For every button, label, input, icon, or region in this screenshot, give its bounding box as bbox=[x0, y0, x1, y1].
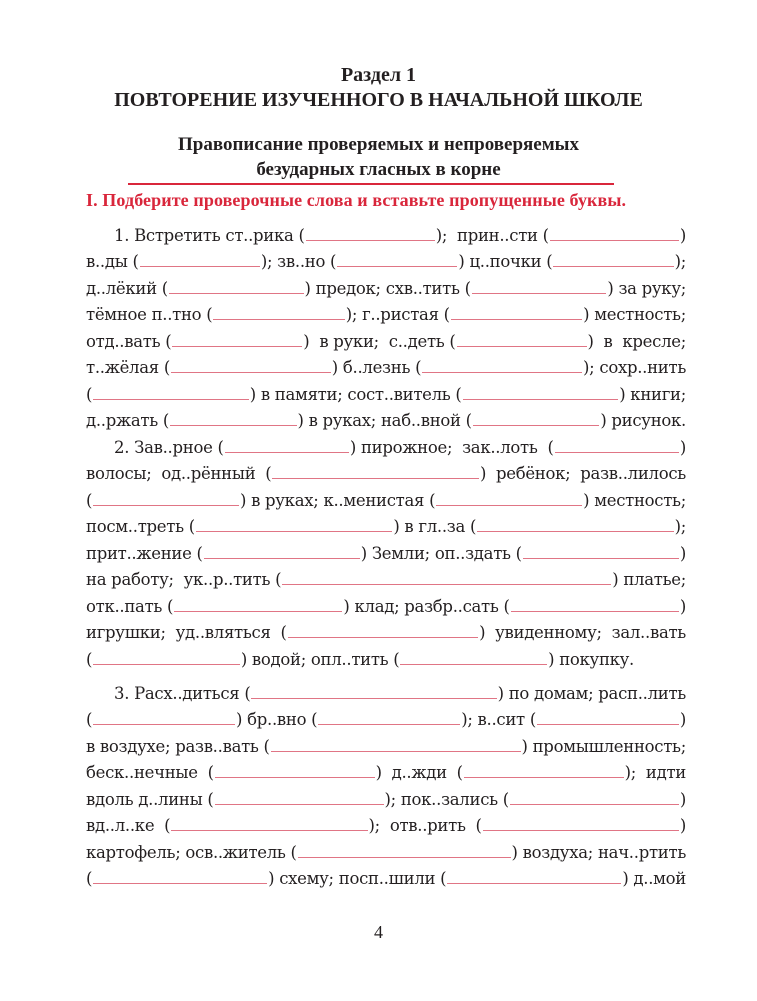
exercise-text: ) д..жди ( bbox=[375, 763, 463, 782]
topic-title-line-2: безударных гласных в корне bbox=[256, 159, 501, 180]
answer-blank[interactable] bbox=[93, 724, 235, 725]
answer-blank[interactable] bbox=[271, 751, 521, 752]
exercise-text: игрушки; уд..вляться ( bbox=[86, 623, 287, 642]
exercise-text: ) д..мой bbox=[622, 869, 687, 888]
exercise-text: ) в руках; наб..вной ( bbox=[297, 411, 472, 430]
exercise-text: вд..л..ке ( bbox=[86, 816, 171, 835]
exercise-text: 2. Зав..рное ( bbox=[114, 437, 224, 457]
exercise-text: ); отв..рить ( bbox=[368, 816, 482, 835]
answer-blank[interactable] bbox=[555, 452, 679, 453]
exercise-text: в воздухе; разв..вать ( bbox=[86, 736, 270, 756]
answer-blank[interactable] bbox=[204, 558, 360, 559]
answer-blank[interactable] bbox=[510, 804, 679, 805]
exercise-text: ) водой; опл..тить ( bbox=[240, 649, 400, 669]
answer-blank[interactable] bbox=[537, 724, 679, 725]
exercise-text: ) в руки; с..деть ( bbox=[303, 331, 456, 351]
section-title: ПОВТОРЕНИЕ ИЗУЧЕННОГО В НАЧАЛЬНОЙ ШКОЛЕ bbox=[114, 89, 643, 111]
exercise-text: ) пирожное; зак..лоть ( bbox=[349, 437, 554, 457]
exercise-part-1 bbox=[86, 218, 686, 430]
answer-blank[interactable] bbox=[337, 266, 457, 267]
exercise-line bbox=[86, 218, 686, 245]
answer-blank[interactable] bbox=[464, 777, 624, 778]
task-instruction: I. Подберите проверочные слова и вставьте пропущенные буквы. bbox=[86, 190, 627, 210]
exercise-text: ) bbox=[679, 596, 687, 616]
exercise-text: ) bbox=[679, 543, 686, 563]
exercise-text: ); идти bbox=[624, 763, 687, 782]
exercise-text: волосы; од..рённый ( bbox=[86, 464, 272, 483]
answer-blank[interactable] bbox=[93, 883, 267, 884]
answer-blank[interactable] bbox=[472, 293, 607, 294]
exercise-text: ) книги; bbox=[619, 384, 687, 404]
exercise-text: ); г..ристая ( bbox=[345, 305, 450, 324]
answer-blank[interactable] bbox=[196, 531, 392, 532]
answer-blank[interactable] bbox=[318, 724, 460, 725]
exercise-text: ) bbox=[679, 816, 687, 835]
answer-blank[interactable] bbox=[93, 505, 239, 506]
exercise-line bbox=[86, 298, 686, 325]
exercise-text: картофель; осв..житель ( bbox=[86, 842, 297, 862]
exercise-text: ( bbox=[86, 490, 93, 510]
exercise-text: ) бр..вно ( bbox=[236, 710, 318, 729]
exercise-text: ) Земли; оп..здать ( bbox=[360, 543, 522, 563]
exercise-text: ) схему; посп..шили ( bbox=[268, 869, 447, 888]
exercise-line bbox=[86, 756, 686, 783]
answer-blank[interactable] bbox=[170, 425, 296, 426]
exercise-text: ) bbox=[679, 225, 687, 245]
exercise-text: ); зв..но ( bbox=[260, 252, 337, 271]
answer-blank[interactable] bbox=[511, 611, 679, 612]
exercise-text: ) увиденному; зал..вать bbox=[479, 623, 686, 642]
answer-blank[interactable] bbox=[93, 664, 240, 665]
exercise-text: ) по домам; расп..лить bbox=[497, 683, 686, 703]
exercise-text: посм..треть ( bbox=[86, 517, 195, 536]
exercise-line bbox=[86, 245, 686, 272]
exercise-part-2 bbox=[86, 430, 686, 669]
exercise-line bbox=[86, 862, 686, 889]
answer-blank[interactable] bbox=[288, 637, 478, 638]
exercise-text: ) в памяти; сост..витель ( bbox=[249, 384, 462, 404]
exercise-text: ) местность; bbox=[583, 305, 687, 324]
answer-blank[interactable] bbox=[251, 698, 496, 699]
answer-blank[interactable] bbox=[140, 266, 260, 267]
exercise-text: ) bbox=[679, 710, 687, 729]
exercise-text: тёмное п..тно ( bbox=[86, 305, 213, 324]
exercise-text: отк..пать ( bbox=[86, 596, 174, 616]
exercise-text: ) в кресле; bbox=[587, 331, 686, 351]
answer-blank[interactable] bbox=[171, 830, 367, 831]
exercise-line bbox=[86, 616, 686, 643]
exercise-text: д..ржать ( bbox=[86, 411, 170, 430]
exercise-text: ); прин..сти ( bbox=[435, 225, 549, 245]
section-label: Раздел 1 bbox=[340, 64, 417, 86]
exercise-text: ) клад; разбр..сать ( bbox=[343, 596, 510, 616]
exercise-text: ( bbox=[86, 384, 93, 404]
answer-blank[interactable] bbox=[473, 425, 599, 426]
answer-blank[interactable] bbox=[550, 240, 679, 241]
exercise-line bbox=[86, 324, 686, 351]
answer-blank[interactable] bbox=[447, 883, 621, 884]
answer-blank[interactable] bbox=[422, 372, 582, 373]
answer-blank[interactable] bbox=[553, 266, 673, 267]
exercise-text: вдоль д..лины ( bbox=[86, 789, 214, 809]
exercise-line bbox=[86, 563, 686, 590]
exercise-text: ) платье; bbox=[612, 570, 686, 589]
answer-blank[interactable] bbox=[477, 531, 673, 532]
exercise-text: на работу; ук..р..тить ( bbox=[86, 570, 282, 589]
exercise-text: 3. Расх..диться ( bbox=[114, 683, 251, 703]
answer-blank[interactable] bbox=[298, 857, 511, 858]
exercise-text: ) в руках; к..менистая ( bbox=[240, 490, 436, 510]
exercise-text: ) за руку; bbox=[607, 278, 686, 298]
exercise-text: 1. Встретить ст..рика ( bbox=[114, 225, 305, 245]
exercise-text: прит..жение ( bbox=[86, 543, 203, 563]
exercise-line bbox=[86, 271, 686, 298]
exercise-text: ) bbox=[679, 437, 686, 457]
answer-blank[interactable] bbox=[171, 372, 331, 373]
answer-blank[interactable] bbox=[169, 293, 304, 294]
answer-blank[interactable] bbox=[225, 452, 349, 453]
exercise-text: т..жёлая ( bbox=[86, 358, 170, 377]
answer-blank[interactable] bbox=[451, 319, 582, 320]
red-divider bbox=[128, 183, 614, 185]
answer-blank[interactable] bbox=[172, 346, 302, 347]
exercise-line bbox=[86, 703, 686, 730]
exercise-line bbox=[86, 729, 686, 756]
answer-blank[interactable] bbox=[400, 664, 547, 665]
answer-blank[interactable] bbox=[213, 319, 344, 320]
exercise-text: ); пок..зались ( bbox=[384, 789, 509, 809]
exercise-line bbox=[86, 536, 686, 563]
exercise-line bbox=[86, 642, 634, 669]
answer-blank[interactable] bbox=[215, 777, 375, 778]
page-number: 4 bbox=[374, 922, 383, 942]
answer-blank[interactable] bbox=[93, 399, 249, 400]
exercise-text: ) ребёнок; разв..лилось bbox=[479, 464, 686, 483]
exercise-text: д..лёкий ( bbox=[86, 278, 168, 298]
exercise-text: ) б..лезнь ( bbox=[331, 358, 422, 377]
exercise-text: ( bbox=[86, 649, 93, 669]
exercise-text: ) bbox=[679, 789, 686, 809]
exercise-text: ( bbox=[86, 710, 93, 729]
exercise-text: ) местность; bbox=[583, 490, 687, 510]
answer-blank[interactable] bbox=[272, 478, 479, 479]
exercise-line bbox=[86, 457, 686, 484]
exercise-line bbox=[86, 510, 686, 537]
exercise-text: ) предок; схв..тить ( bbox=[304, 278, 471, 298]
answer-blank[interactable] bbox=[463, 399, 619, 400]
exercise-line bbox=[86, 835, 686, 862]
exercise-line bbox=[86, 404, 686, 431]
exercise-text: ) промышленность; bbox=[521, 736, 686, 756]
exercise-text: ); bbox=[674, 517, 686, 536]
answer-blank[interactable] bbox=[282, 584, 611, 585]
exercise-text: ); в..сит ( bbox=[461, 710, 536, 729]
answer-blank[interactable] bbox=[215, 804, 384, 805]
exercise-text: ) ц..почки ( bbox=[458, 252, 553, 271]
exercise-line bbox=[86, 351, 686, 378]
exercise-text: ( bbox=[86, 869, 93, 888]
exercise-text: отд..вать ( bbox=[86, 331, 172, 351]
exercise-line bbox=[86, 676, 686, 703]
exercise-text: ) воздуха; нач..ртить bbox=[511, 842, 686, 862]
answer-blank[interactable] bbox=[457, 346, 587, 347]
exercise-text: в..ды ( bbox=[86, 252, 139, 271]
answer-blank[interactable] bbox=[174, 611, 342, 612]
answer-blank[interactable] bbox=[436, 505, 582, 506]
exercise-line bbox=[86, 377, 686, 404]
exercise-line bbox=[86, 430, 686, 457]
exercise-line bbox=[86, 589, 686, 616]
answer-blank[interactable] bbox=[483, 830, 679, 831]
exercise-line bbox=[86, 483, 686, 510]
exercise-line bbox=[86, 782, 686, 809]
exercise-text: ) рисунок. bbox=[600, 411, 686, 430]
exercise-line bbox=[86, 809, 686, 836]
exercise-text: ) покупку. bbox=[548, 649, 635, 669]
topic-title-line-1: Правописание проверяемых и непроверяемых bbox=[177, 134, 580, 155]
answer-blank[interactable] bbox=[306, 240, 435, 241]
answer-blank[interactable] bbox=[523, 558, 679, 559]
exercise-text: ); сохр..нить bbox=[583, 358, 687, 377]
exercise-text: беск..нечные ( bbox=[86, 763, 214, 782]
exercise-text: ); bbox=[674, 252, 686, 271]
exercise-text: ) в гл..за ( bbox=[393, 517, 477, 536]
exercise-part-3 bbox=[86, 676, 686, 888]
